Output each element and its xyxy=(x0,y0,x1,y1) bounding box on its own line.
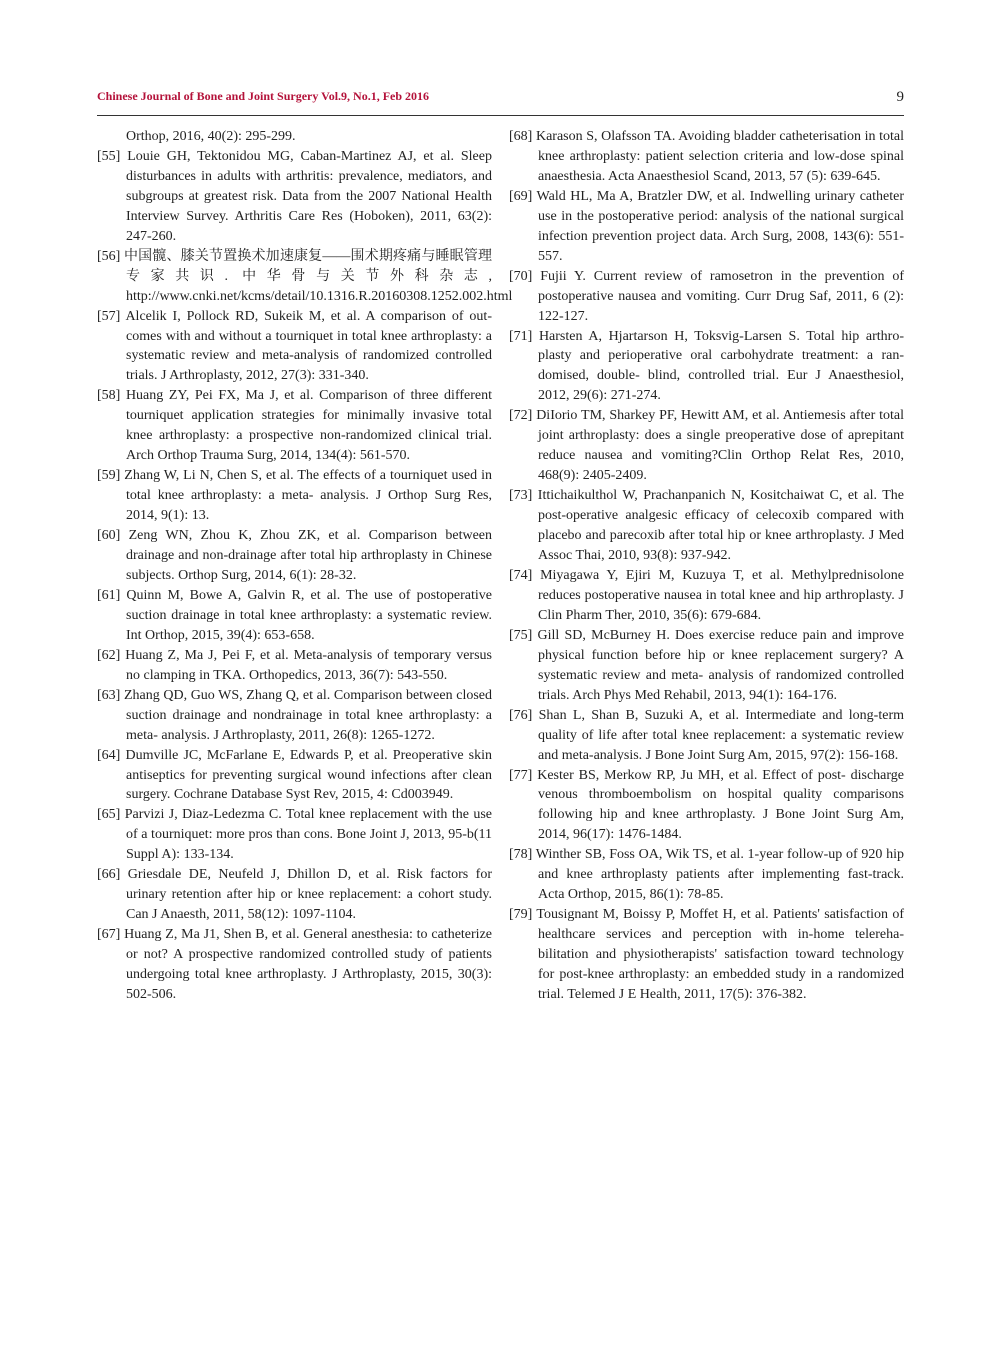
reference-continuation: Orthop, 2016, 40(2): 295-299. xyxy=(126,129,296,144)
reference-77: [77] Kester BS, Merkow RP, Ju MH, et al. Effect of post- discharge venous thromboembolism on hospital quality comparisons following hip and knee arthroplasty. J Bone Joint Surg Am, 2014, 96(17): 1476-1484. xyxy=(509,767,904,843)
journal-title: Chinese Journal of Bone and Joint Surgery Vol.9, No.1, Feb 2016 xyxy=(97,89,430,103)
left-column xyxy=(97,127,513,1005)
reference-64: [64] Dumville JC, McFarlane E, Edwards P, et al. Preoperative skin antiseptics for preventing surgical wound infections after clean surgery. Cochrane Database Syst Rev, 2015, 4: Cd003949. xyxy=(97,747,492,803)
right-column xyxy=(509,127,904,1005)
header-rule xyxy=(97,115,904,116)
page-number: 9 xyxy=(896,89,904,105)
reference-66: [66] Griesdale DE, Neufeld J, Dhillon D, et al. Risk factors for urinary retention after hip or knee replacement: a cohort study. Can J Anaesth, 2011, 58(12): 1097-1104. xyxy=(97,867,492,923)
reference-69: [69] Wald HL, Ma A, Bratzler DW, et al. Indwelling urinary catheter use in the postoperative period: analysis of the national surgical infection prevention project data. Arch Surg, 2008, 143(6): 551-557. xyxy=(509,188,904,264)
reference-56: [56] 中国髋、膝关节置换术加速康复——围术期疼痛与睡眠管理专家共识. 中华骨与关节外科杂志, http://www.cnki.net/kcms/detail/10.1316.R.20160308.1252.002.html xyxy=(97,248,513,304)
reference-71: [71] Harsten A, Hjartarson H, Toksvig-Larsen S. Total hip arthroplasty and perioperative oral carbohydrate treatment: a randomised, double- blind, controlled trial. Eur J Anaesthesiol, 2012, 29(6): 271-274. xyxy=(509,328,904,404)
reference-57: [57] Alcelik I, Pollock RD, Sukeik M, et al. A comparison of outcomes with and without a tourniquet in total knee arthroplasty: a systematic review and meta-analysis of randomized controlled trials. J Arthroplasty, 2012, 27(3): 331-340. xyxy=(97,308,492,384)
reference-67: [67] Huang Z, Ma J1, Shen B, et al. General anesthesia: to catheterize or not? A prospective randomized controlled study of patients undergoing total knee arthroplasty. J Arthroplasty, 2015, 30(3): 502-506. xyxy=(97,927,492,1002)
reference-58: [58] Huang ZY, Pei FX, Ma J, et al. Comparison of three different tourniquet application strategies for minimally invasive total knee arthroplasty: a prospective non-randomized clinical trial. Arch Orthop Trauma Surg, 2014, 134(4): 561-570. xyxy=(97,388,492,464)
reference-76: [76] Shan L, Shan B, Suzuki A, et al. Intermediate and long-term quality of life after total knee replacement: a systematic review and meta-analysis. J Bone Joint Surg Am, 2015, 97(2): 156-168. xyxy=(509,707,904,763)
reference-59: [59] Zhang W, Li N, Chen S, et al. The effects of a tourniquet used in total knee arthroplasty: a meta- analysis. J Orthop Surg Res, 2014, 9(1): 13. xyxy=(97,468,492,524)
reference-62: [62] Huang Z, Ma J, Pei F, et al. Meta-analysis of temporary versus no clamping in TKA. Orthopedics, 2013, 36(7): 543-550. xyxy=(97,647,492,683)
reference-55: [55] Louie GH, Tektonidou MG, Caban-Martinez AJ, et al. Sleep disturbances in adults with arthritis: prevalence, mediators, and subgroups at greatest risk. Data from the 2007 National Health Interview Survey. Arthritis Care Res (Hoboken), 2011, 63(2): 247-260. xyxy=(97,148,492,244)
reference-63: [63] Zhang QD, Guo WS, Zhang Q, et al. Comparison between closed suction drainage and nondrainage in total knee arthroplasty: a meta- analysis. J Arthroplasty, 2011, 26(8): 1265-1272. xyxy=(97,687,492,743)
reference-65: [65] Parvizi J, Diaz-Ledezma C. Total knee replacement with the use of a tourniquet: more pros than cons. Bone Joint J, 2013, 95-b(11 Suppl A): 133-134. xyxy=(97,807,492,863)
reference-61: [61] Quinn M, Bowe A, Galvin R, et al. The use of postoperative suction drainage in total knee arthroplasty: a systematic review. Int Orthop, 2015, 39(4): 653-658. xyxy=(97,587,492,643)
reference-79: [79] Tousignant M, Boissy P, Moffet H, et al. Patients' satisfaction of healthcare services and perception with in-home telerehabilitation and physiotherapists' satisfaction toward technology for post-knee arthroplasty: an embedded study in a randomized trial. Telemed J E Health, 2011, 17(5): 376-382. xyxy=(509,907,904,1002)
reference-72: [72] DiIorio TM, Sharkey PF, Hewitt AM, et al. Antiemesis after total joint arthroplasty: does a single preoperative dose of aprepitant reduce nausea and vomiting?Clin Orthop Relat Res, 2010, 468(9): 2405-2409. xyxy=(509,408,904,484)
reference-78: [78] Winther SB, Foss OA, Wik TS, et al. 1-year follow-up of 920 hip and knee arthroplasty patients after implementing fast-track. Acta Orthop, 2015, 86(1): 78-85. xyxy=(509,847,904,903)
running-header xyxy=(97,89,904,113)
reference-68: [68] Karason S, Olafsson TA. Avoiding bladder catheterisation in total knee arthroplasty: patient selection criteria and low-dose spinal anaesthesia. Acta Anaesthesiol Scand, 2013, 57 (5): 639-645. xyxy=(509,129,904,184)
reference-70: [70] Fujii Y. Current review of ramosetron in the prevention of postoperative nausea and vomiting. Curr Drug Saf, 2011, 6 (2): 122-127. xyxy=(509,268,904,324)
reference-60: [60] Zeng WN, Zhou K, Zhou ZK, et al. Comparison between drainage and non-drainage after total hip arthroplasty in Chinese subjects. Orthop Surg, 2014, 6(1): 28-32. xyxy=(97,528,492,583)
reference-75: [75] Gill SD, McBurney H. Does exercise reduce pain and improve physical function before hip or knee replacement surgery? A systematic review and meta- analysis of randomized controlled trials. Arch Phys Med Rehabil, 2013, 94(1): 164-176. xyxy=(509,627,904,703)
reference-73: [73] Ittichaikulthol W, Prachanpanich N, Kositchaiwat C, et al. The post-operative analgesic efficacy of celecoxib compared with placebo and parecoxib after total hip or knee arthroplasty. J Med Assoc Thai, 2010, 93(8): 937-942. xyxy=(509,488,904,564)
reference-74: [74] Miyagawa Y, Ejiri M, Kuzuya T, et al. Methylprednisolone reduces postoperative nausea in total knee and hip arthroplasty. J Clin Pharm Ther, 2010, 35(6): 679-684. xyxy=(509,567,904,623)
